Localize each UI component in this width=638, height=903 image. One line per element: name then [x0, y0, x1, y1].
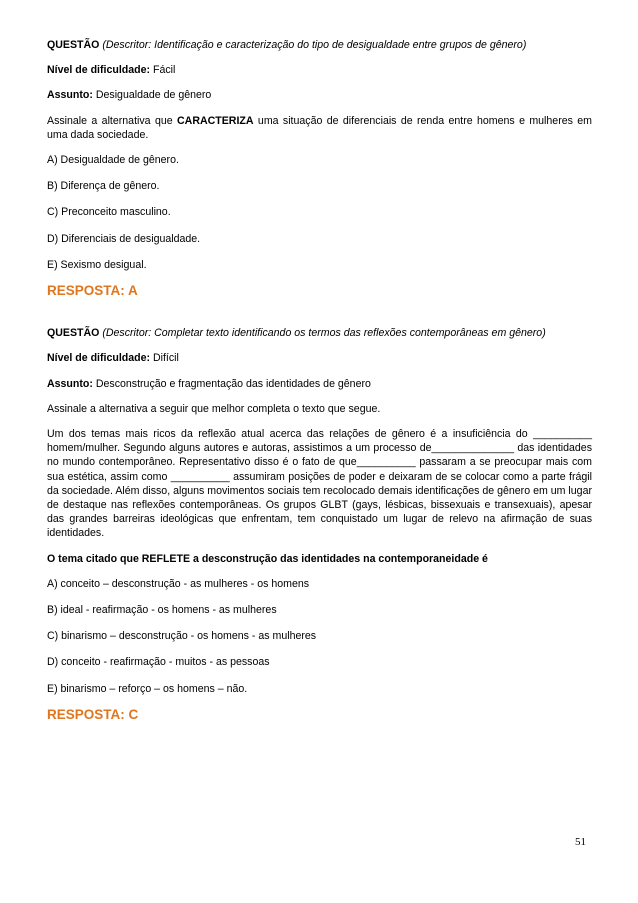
question-2-level — [47, 351, 592, 365]
page-number: 51 — [575, 836, 586, 848]
question-2-option-c: C) binarismo – desconstrução - os homens - as mulheres — [47, 630, 317, 643]
question-1-prompt — [47, 114, 592, 142]
question-2-header — [47, 326, 592, 340]
level-label: Nível de dificuldade: — [47, 64, 151, 77]
question-1-option-a: A) Desigualdade de gênero. — [47, 154, 179, 167]
question-2-passage: Um dos temas mais ricos da reflexão atual acerca das relações de gênero é a insuficiência do __________ homem/mulher. Segundo alguns autores e autoras, assistimos a um processo de______________ das identidades no mundo contemporâneo. Representativo disso é o fato de que__________ passaram a se preocupar mais com sua estética, assim como __________ assumiram posições de poder e deixaram de se colocar como a parte frágil da sociedade. Além disso, alguns movimentos sociais tem recolocado demais identificações de gênero em um lugar de destaque nas reflexões contemporâneas. Os grupos GLBT (gays, lésbicas, bissexuais e transexuais), apesar das grandes barreiras ideológicas que enfrentam, tem conquistado um lugar de relevo na afirmação de suas identidades. — [47, 428, 592, 540]
question-descriptor: (Descritor: Identificação e caracterização do tipo de desigualdade entre grupos de gênero) — [102, 39, 527, 51]
question-1-header — [47, 38, 592, 52]
question-1-subject — [47, 88, 592, 102]
subject-value: Desconstrução e fragmentação das identidades de gênero — [95, 377, 371, 390]
question-1-option-d: D) Diferenciais de desigualdade. — [47, 232, 201, 245]
question-2-instruction: Assinale a alternativa a seguir que melhor completa o texto que segue. — [47, 402, 381, 415]
question-2-option-b: B) ideal - reafirmação - os homens - as mulheres — [47, 604, 277, 617]
question-2-statement: O tema citado que REFLETE a desconstrução das identidades na contemporaneidade é — [47, 552, 488, 565]
question-2-option-e: E) binarismo – reforço – os homens – não. — [47, 682, 248, 695]
question-1-option-e: E) Sexismo desigual. — [47, 258, 147, 271]
prompt-keyword: CARACTERIZA — [177, 114, 254, 127]
question-1-option-b: B) Diferença de gênero. — [47, 180, 160, 193]
level-label: Nível de dificuldade: — [47, 352, 151, 365]
question-1-answer: RESPOSTA: A — [47, 283, 138, 299]
question-label: QUESTÃO — [47, 39, 100, 51]
question-2-option-d: D) conceito - reafirmação - muitos - as pessoas — [47, 656, 270, 669]
spacer — [47, 298, 592, 326]
level-value: Fácil — [152, 64, 176, 77]
question-2-option-a: A) conceito – desconstrução - as mulheres - os homens — [47, 577, 310, 590]
prompt-text-before: Assinale a alternativa que — [47, 114, 173, 127]
question-label: QUESTÃO — [47, 327, 100, 340]
subject-label: Assunto: — [47, 377, 93, 390]
level-value: Difícil — [152, 352, 179, 365]
subject-label: Assunto: — [47, 89, 93, 102]
question-descriptor: (Descritor: Completar texto identificando os termos das reflexões contemporâneas em gênero) — [102, 327, 546, 340]
prompt-text-after: uma situação de diferenciais de renda entre homens e mulheres em uma dada sociedade. — [47, 114, 593, 141]
question-2-answer: RESPOSTA: C — [47, 706, 139, 722]
subject-value: Desigualdade de gênero — [95, 89, 212, 102]
question-1-level — [47, 63, 592, 77]
question-2-subject — [47, 377, 592, 391]
document-page — [47, 38, 592, 722]
question-1-option-c: C) Preconceito masculino. — [47, 206, 171, 219]
